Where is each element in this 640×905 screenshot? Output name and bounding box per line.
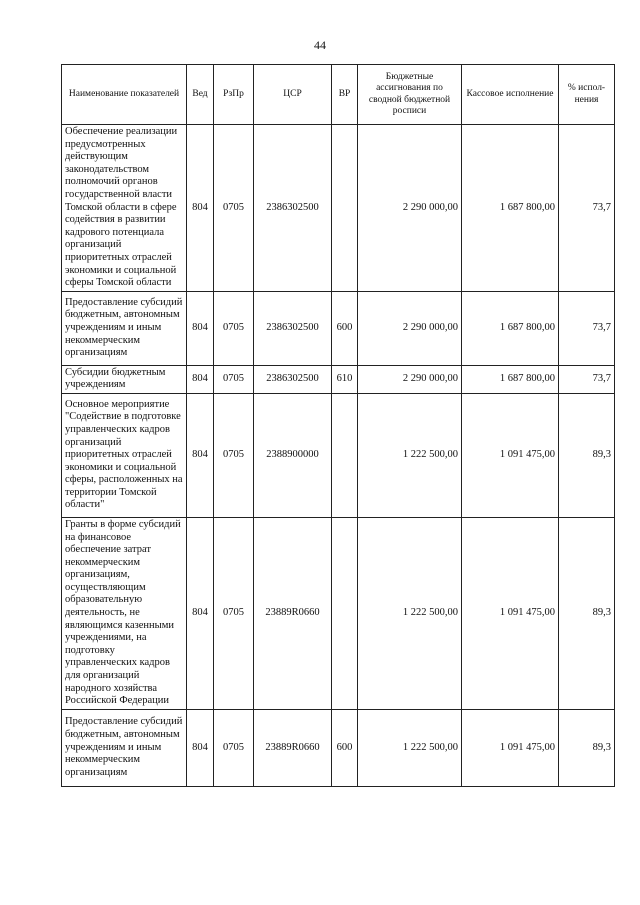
row-ved: 804 bbox=[187, 291, 214, 365]
row-name: Предоставление субсидий бюджетным, автономным учреждениям и иным некоммерческим организациям bbox=[62, 291, 187, 365]
row-name: Предоставление субсидий бюджетным, автономным учреждениям и иным некоммерческим организациям bbox=[62, 709, 187, 786]
row-name: Субсидии бюджетным учреждениям bbox=[62, 365, 187, 393]
row-rzpr: 0705 bbox=[214, 393, 254, 517]
row-budget: 1 222 500,00 bbox=[358, 709, 462, 786]
row-vr bbox=[332, 125, 358, 292]
table-row bbox=[62, 365, 615, 393]
row-percent: 89,3 bbox=[559, 393, 615, 517]
header-percent: % испол-нения bbox=[559, 65, 615, 125]
row-cash: 1 091 475,00 bbox=[462, 393, 559, 517]
row-csr: 2386302500 bbox=[254, 125, 332, 292]
row-vr bbox=[332, 517, 358, 709]
row-ved: 804 bbox=[187, 517, 214, 709]
page-number: 44 bbox=[314, 38, 326, 52]
row-cash: 1 687 800,00 bbox=[462, 365, 559, 393]
row-cash: 1 687 800,00 bbox=[462, 125, 559, 292]
header-ved: Вед bbox=[187, 65, 214, 125]
table-row bbox=[62, 125, 615, 292]
row-percent: 73,7 bbox=[559, 125, 615, 292]
row-rzpr: 0705 bbox=[214, 125, 254, 292]
header-name: Наименование показателей bbox=[62, 65, 187, 125]
row-budget: 1 222 500,00 bbox=[358, 517, 462, 709]
row-cash: 1 687 800,00 bbox=[462, 291, 559, 365]
budget-execution-table bbox=[61, 64, 615, 787]
row-budget: 1 222 500,00 bbox=[358, 393, 462, 517]
row-csr: 2388900000 bbox=[254, 393, 332, 517]
table-header-row bbox=[62, 65, 615, 125]
row-ved: 804 bbox=[187, 125, 214, 292]
table-row bbox=[62, 393, 615, 517]
row-rzpr: 0705 bbox=[214, 365, 254, 393]
header-cash: Кассовое исполнение bbox=[462, 65, 559, 125]
row-csr: 2386302500 bbox=[254, 291, 332, 365]
table-row bbox=[62, 291, 615, 365]
row-budget: 2 290 000,00 bbox=[358, 365, 462, 393]
row-vr bbox=[332, 393, 358, 517]
row-name: Обеспечение реализации предусмотренных действующим законодательством полномочий органов государственной власти Томской области в сфере содействия в развитии кадрового потенциала организаций приоритетных отраслей экономики и социальной сферы Томской области bbox=[62, 125, 187, 292]
row-vr: 600 bbox=[332, 291, 358, 365]
header-csr: ЦСР bbox=[254, 65, 332, 125]
table-row bbox=[62, 517, 615, 709]
row-percent: 89,3 bbox=[559, 709, 615, 786]
header-vr: ВР bbox=[332, 65, 358, 125]
header-budget: Бюджетные ассигнования по сводной бюджетной росписи bbox=[358, 65, 462, 125]
row-ved: 804 bbox=[187, 709, 214, 786]
row-name: Основное мероприятие "Содействие в подготовке управленческих кадров организаций приоритетных отраслей экономики и социальной сферы, расположенных на территории Томской области" bbox=[62, 393, 187, 517]
header-rzpr: РзПр bbox=[214, 65, 254, 125]
row-vr: 600 bbox=[332, 709, 358, 786]
row-percent: 73,7 bbox=[559, 365, 615, 393]
row-percent: 89,3 bbox=[559, 517, 615, 709]
row-budget: 2 290 000,00 bbox=[358, 125, 462, 292]
table-row bbox=[62, 709, 615, 786]
row-percent: 73,7 bbox=[559, 291, 615, 365]
row-name: Гранты в форме субсидий на финансовое обеспечение затрат некоммерческим организациям, осуществляющим образовательную деятельность, не являющимся казенными учреждениями, на подготовку управленческих кадров для организаций народного хозяйства Российской Федерации bbox=[62, 517, 187, 709]
row-rzpr: 0705 bbox=[214, 291, 254, 365]
row-vr: 610 bbox=[332, 365, 358, 393]
row-csr: 23889R0660 bbox=[254, 517, 332, 709]
row-cash: 1 091 475,00 bbox=[462, 709, 559, 786]
row-csr: 2386302500 bbox=[254, 365, 332, 393]
row-csr: 23889R0660 bbox=[254, 709, 332, 786]
row-ved: 804 bbox=[187, 393, 214, 517]
row-rzpr: 0705 bbox=[214, 709, 254, 786]
row-rzpr: 0705 bbox=[214, 517, 254, 709]
row-cash: 1 091 475,00 bbox=[462, 517, 559, 709]
row-ved: 804 bbox=[187, 365, 214, 393]
row-budget: 2 290 000,00 bbox=[358, 291, 462, 365]
